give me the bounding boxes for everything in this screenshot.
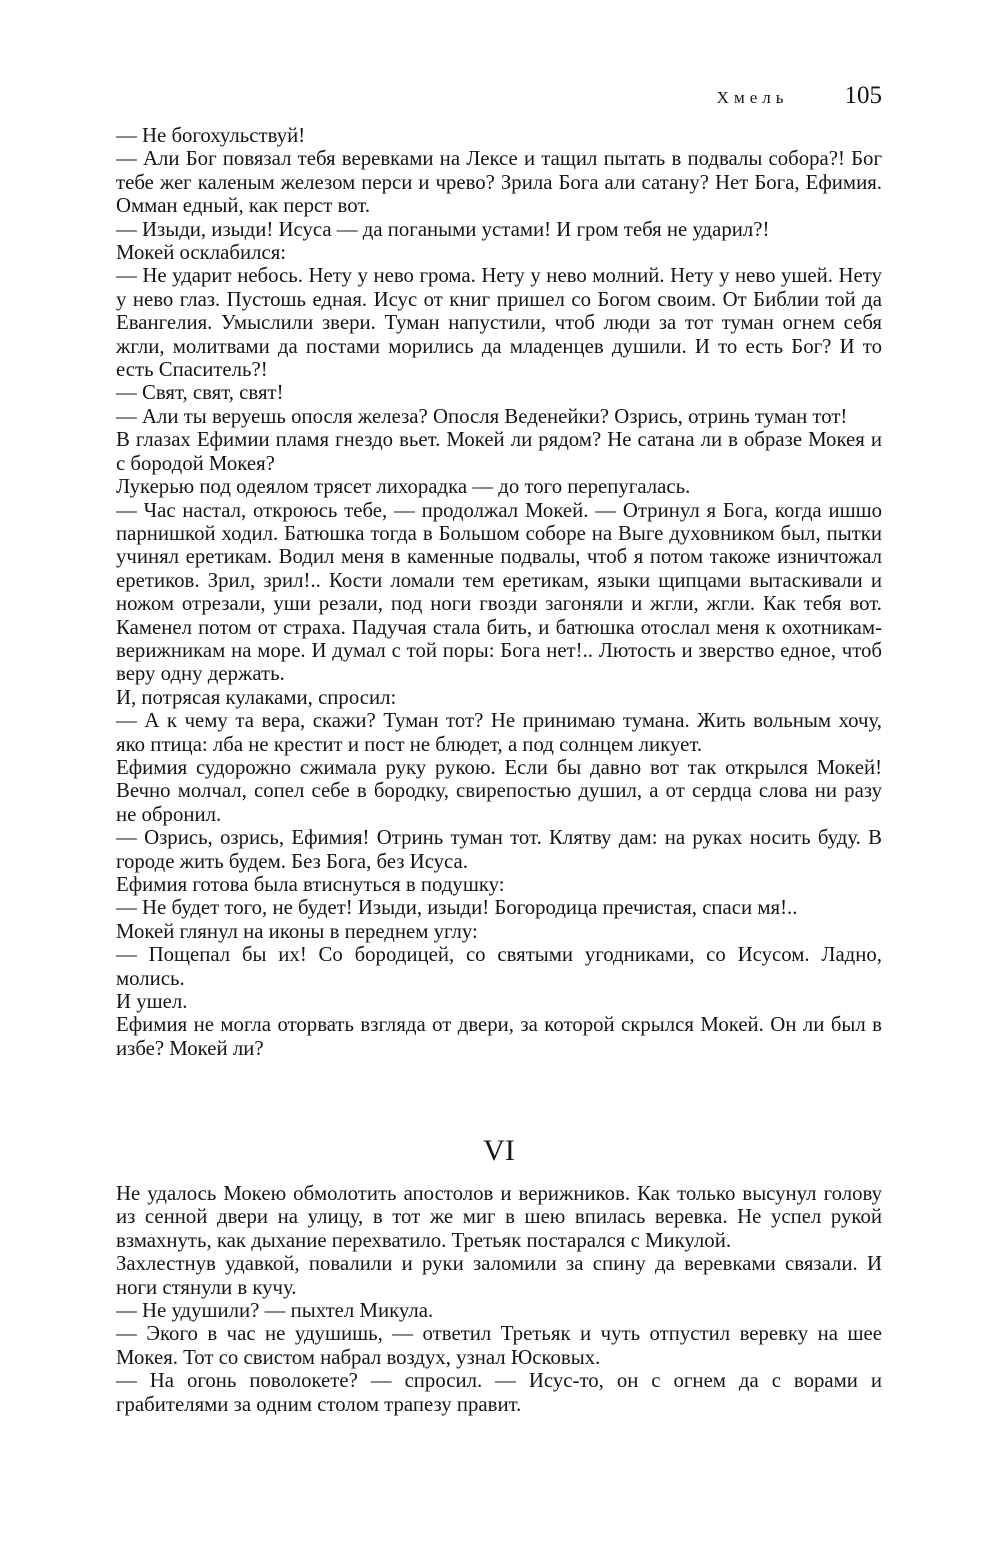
paragraph: Ефимия готова была втиснуться в подушку: bbox=[116, 873, 505, 896]
paragraph: — Али Бог повязал тебя веревками на Лексе и тащил пытать в подвалы собора?! Бог тебе жег каленым железом перси и чрево? Зрила Бога али сатану? Нет Бога, Ефимия. Омман едный, как перст вот. bbox=[116, 147, 882, 218]
paragraph: Ефимия не могла оторвать взгляда от двери, за которой скрылся Мокей. Он ли был в избе? Мокей ли? bbox=[116, 1013, 882, 1060]
paragraph: Не удалось Мокею обмолотить апостолов и верижников. Как только высунул голову из сенной двери на улицу, в тот же миг в шею впилась веревка. Не успел рукой взмахнуть, как дыхание перехватило. Третьяк постарался с Микулой. bbox=[116, 1182, 882, 1252]
paragraph: — Не удушили? — пыхтел Микула. bbox=[116, 1299, 434, 1323]
page-number: 105 bbox=[844, 82, 882, 109]
paragraph: — Час настал, откроюсь тебе, — продолжал Мокей. — Отринул я Бога, когда ишшо парнишкой ходил. Батюшка тогда в Большом соборе на Выге духовником был, пытки учинял еретикам. Водил меня в каменные подвалы, чтоб я потом такоже изничтожал еретиков. Зрил, зрил!.. Кости ломали тем еретикам, языки щипцами вытаскивали и ножом отрезали, уши резали, под ноги гвозди загоняли и жгли, жгли. Как тебя вот. Каменел потом от страха. Падучая стала бить, и батюшка отослал меня к охотникам-верижникам на море. И думал с той поры: Бога нет!.. Лютость и зверство едное, чтоб веру одну держать. bbox=[116, 498, 882, 686]
paragraph: — А к чему та вера, скажи? Туман тот? Не принимаю тумана. Жить вольным хочу, яко птица: лба не крестит и пост не блюдет, а под солнцем ликует. bbox=[116, 709, 882, 756]
paragraph: В глазах Ефимии пламя гнездо вьет. Мокей ли рядом? Не сатана ли в образе Мокея и с бородой Мокея? bbox=[116, 428, 882, 475]
paragraph: И, потрясая кулаками, спросил: bbox=[116, 685, 397, 709]
body-text-upper bbox=[116, 124, 882, 1060]
page-header bbox=[717, 82, 882, 110]
paragraph: — Пощепал бы их! Со бородицей, со святыми угодниками, со Исусом. Ладно, молись. bbox=[116, 943, 882, 990]
paragraph: — Свят, свят, свят! bbox=[116, 381, 284, 405]
paragraph: — Не богохульствуй! bbox=[116, 124, 306, 147]
paragraph: И ушел. bbox=[116, 990, 188, 1014]
paragraph: — Не ударит небось. Нету у нево грома. Нету у нево молний. Нету у нево ушей. Нету у нево глаз. Пустошь едная. Исус от книг пришел со Богом своим. От Библии той да Евангелия. Умыслили звери. Туман напустили, чтоб люди за тот туман огнем себя жгли, молитвами да постами морились да младенцев душили. И то есть Бог? И то есть Спаситель?! bbox=[116, 264, 882, 382]
paragraph: Мокей осклабился: bbox=[116, 241, 287, 265]
paragraph: — Изыди, изыди! Исуса — да погаными устами! И гром тебя не ударил?! bbox=[116, 217, 770, 241]
paragraph: — Озрись, озрись, Ефимия! Отринь туман тот. Клятву дам: на руках носить буду. В городе жить будем. Без Бога, без Исуса. bbox=[116, 826, 882, 873]
paragraph: — Экого в час не удушишь, — ответил Третьяк и чуть отпустил веревку на шее Мокея. Тот со свистом набрал воздух, узнал Юсковых. bbox=[116, 1322, 882, 1369]
body-text-lower bbox=[116, 1182, 882, 1416]
running-title: Хмель bbox=[716, 88, 789, 107]
chapter-heading: VI bbox=[483, 1134, 515, 1167]
paragraph: — Не будет того, не будет! Изыди, изыди! Богородица пречистая, спаси мя!.. bbox=[116, 896, 798, 920]
paragraph: Захлестнув удавкой, повалили и руки заломили за спину да веревками связали. И ноги стянули в кучу. bbox=[116, 1252, 882, 1299]
paragraph: Лукерью под одеялом трясет лихорадка — до того перепугалась. bbox=[116, 475, 691, 499]
paragraph: — Али ты веруешь опосля железа? Опосля Веденейки? Озрись, отринь туман тот! bbox=[116, 404, 848, 428]
paragraph: Ефимия судорожно сжимала руку рукою. Если бы давно вот так открылся Мокей! Вечно молчал, сопел себе в бородку, свирепостью душил, а от сердца слова ни разу не обронил. bbox=[116, 755, 882, 826]
paragraph: Мокей глянул на иконы в переднем углу: bbox=[116, 919, 478, 943]
paragraph: — На огонь поволокете? — спросил. — Исус-то, он с огнем да с ворами и грабителями за одним столом трапезу правит. bbox=[116, 1369, 882, 1416]
